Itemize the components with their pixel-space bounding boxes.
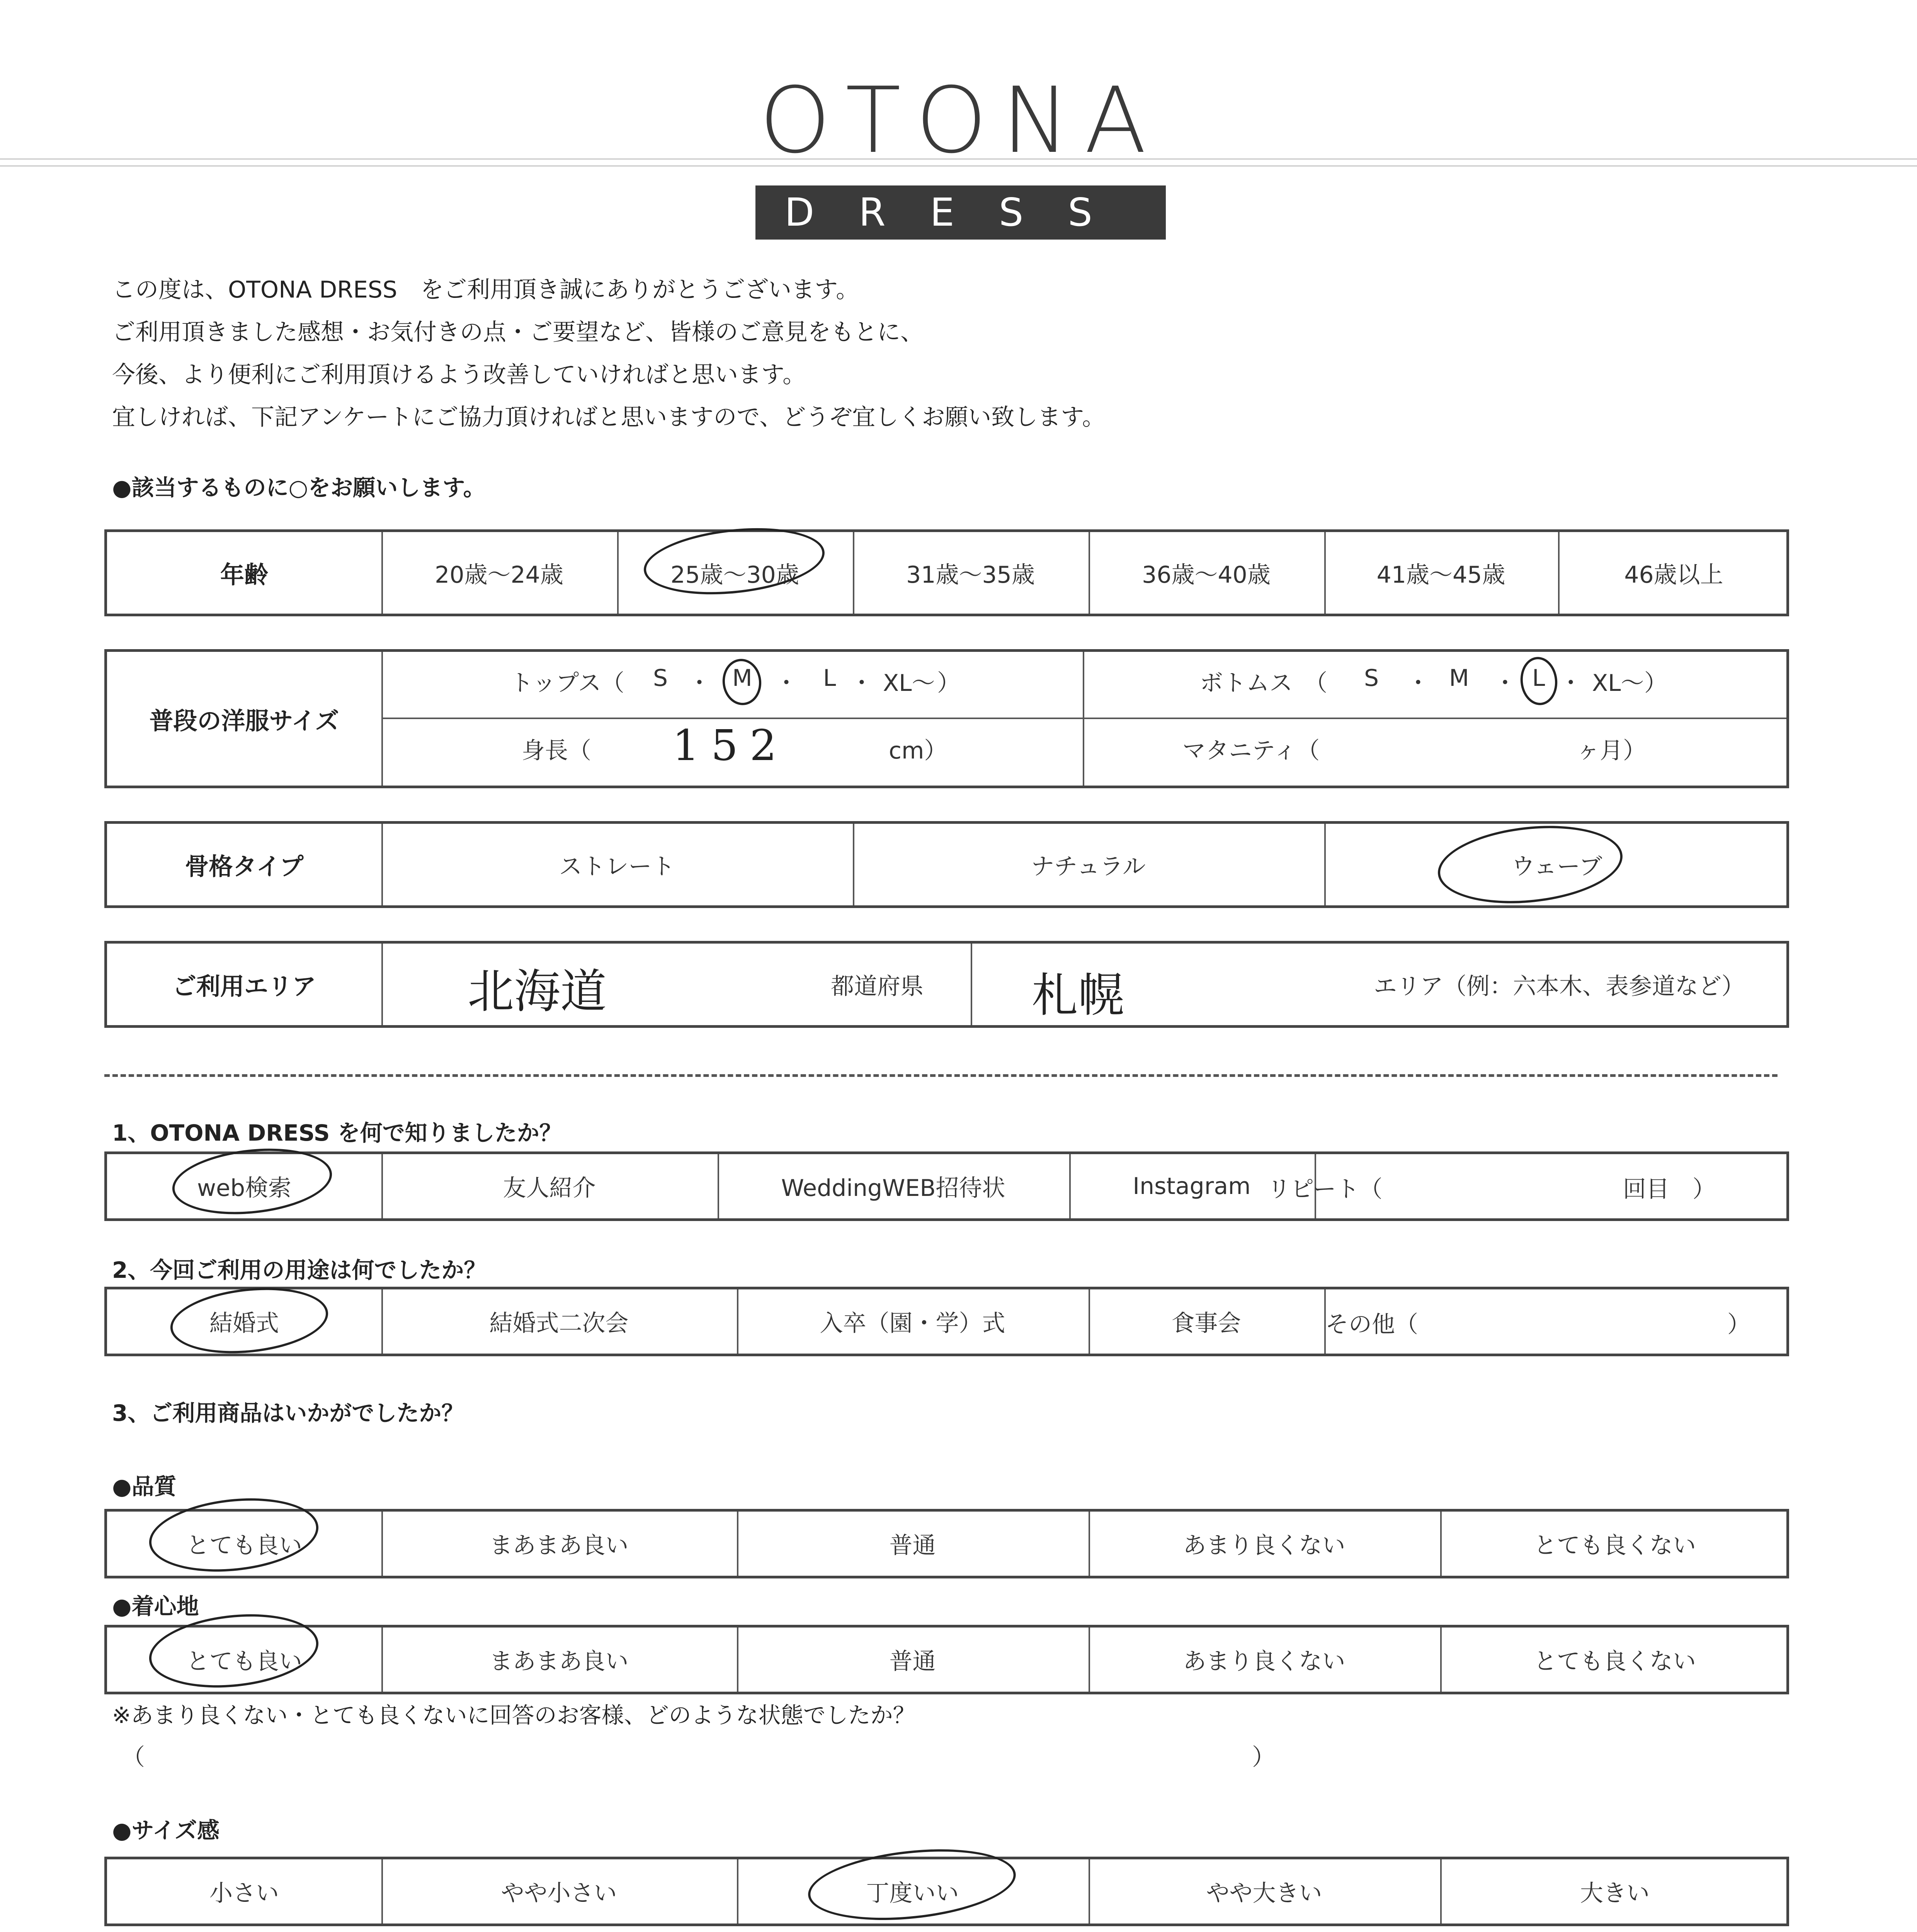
tops-option[interactable]: M [732, 665, 752, 692]
age-option[interactable]: 46歳以上 [1624, 561, 1723, 588]
intro-line: 今後、より便利にご利用頂けるよう改善していければと思います。 [112, 361, 806, 388]
quality-option[interactable]: とても良い [186, 1532, 302, 1559]
dot-separator: ・ [1493, 670, 1517, 697]
q3-title: 3、ご利用商品はいかがでしたか？ [112, 1400, 464, 1426]
fit-option[interactable]: 小さい [209, 1880, 279, 1907]
q1-option[interactable]: Instagram [1133, 1173, 1251, 1200]
q2-option[interactable]: 入卒（園・学）式 [820, 1310, 1005, 1337]
comfort-option[interactable]: 普通 [889, 1648, 936, 1675]
q1-option[interactable]: WeddingWEB招待状 [781, 1175, 1005, 1202]
length-label [112, 1928, 221, 1932]
close-paren: ） [937, 670, 960, 697]
city-suffix: エリア（例：六本木、表参道など） [1374, 973, 1745, 1000]
q2-option[interactable]: 食事会 [1171, 1310, 1241, 1337]
skeleton-option[interactable]: ストレート [559, 853, 675, 880]
comfort-label: ●着心地 [112, 1593, 199, 1619]
intro-line: ご利用頂きました感想・お気付きの点・ご要望など、皆様のご意見をもとに、 [112, 319, 924, 346]
size-label: 普段の洋服サイズ [149, 706, 339, 735]
age-option[interactable]: 36歳〜40歳 [1142, 561, 1271, 588]
comfort-option[interactable]: とても良くない [1534, 1648, 1696, 1675]
prefecture-value[interactable]: 北海道 [468, 965, 607, 1019]
skeleton-option[interactable]: ナチュラル [1031, 853, 1146, 880]
skeleton-label: 骨格タイプ [185, 852, 304, 881]
fit-option[interactable]: やや小さい [501, 1880, 617, 1907]
intro-line: 宜しければ、下記アンケートにご協力頂ければと思いますので、どうぞ宜しくお願い致します。 [112, 404, 1106, 431]
age-label: 年齢 [220, 561, 268, 589]
area-label: ご利用エリア [172, 972, 316, 1000]
age-option[interactable]: 25歳〜30歳 [670, 561, 799, 588]
tops-option[interactable]: L [823, 665, 836, 692]
bottoms-option[interactable]: XL〜 [1592, 670, 1644, 697]
q1-repeat-suffix: 回目 ） [1623, 1176, 1716, 1203]
q1-option[interactable]: web検索 [197, 1175, 292, 1202]
bottoms-option[interactable]: S [1364, 665, 1379, 692]
quality-label: ●品質 [112, 1473, 177, 1500]
comfort-option[interactable]: あまり良くない [1183, 1648, 1345, 1675]
quality-option[interactable]: あまり良くない [1183, 1532, 1345, 1559]
logo-title: OTONA [759, 68, 1162, 173]
dot-separator: ・ [1407, 670, 1430, 697]
comfort-option[interactable]: まあまあ良い [489, 1648, 629, 1675]
comfort-table [104, 1625, 1789, 1694]
height-label: 身長（ [522, 737, 591, 764]
height-unit: cm） [889, 737, 947, 764]
fit-option[interactable]: やや大きい [1206, 1880, 1322, 1907]
prefecture-suffix: 都道府県 [831, 973, 924, 1000]
q2-other-label[interactable]: その他（ [1325, 1311, 1418, 1338]
dot-separator: ・ [1559, 670, 1582, 697]
tops-option[interactable]: XL〜 [883, 670, 935, 697]
maternity-label: マタニティ（ [1182, 737, 1320, 764]
height-value[interactable]: 152 [672, 721, 788, 770]
quality-option[interactable]: 普通 [889, 1532, 936, 1559]
q2-title: 2、今回ご利用の用途は何でしたか？ [112, 1257, 486, 1283]
q1-title: 1、OTONA DRESS を何で知りましたか？ [112, 1120, 562, 1146]
age-option[interactable]: 41歳〜45歳 [1376, 561, 1505, 588]
q2-option[interactable]: 結婚式二次会 [489, 1310, 629, 1337]
dot-separator: ・ [850, 670, 873, 697]
quality-option[interactable]: とても良くない [1534, 1532, 1696, 1559]
paren-open: （ [122, 1744, 145, 1771]
dot-separator: ・ [688, 670, 711, 697]
tops-option[interactable]: S [653, 665, 668, 692]
q2-option[interactable]: 結婚式 [209, 1310, 279, 1337]
q1-table [104, 1151, 1789, 1221]
maternity-unit: ヶ月） [1577, 737, 1646, 764]
age-option[interactable]: 20歳〜24歳 [435, 561, 563, 588]
dot-separator: ・ [775, 670, 798, 697]
bottoms-option[interactable]: M [1449, 665, 1469, 692]
logo-subtitle: DRESS [755, 185, 1166, 240]
bottoms-option[interactable]: L [1532, 665, 1545, 692]
section-divider [104, 1074, 1778, 1077]
q1-repeat-label[interactable]: リピート（ [1267, 1176, 1383, 1203]
q2-other-close: ） [1727, 1311, 1750, 1338]
skeleton-option[interactable]: ウェーブ [1511, 853, 1602, 880]
fit-label: ●サイズ感 [112, 1817, 219, 1844]
close-paren: ） [1644, 670, 1667, 697]
q3-note: ※あまり良くない・とても良くないに回答のお客様、どのような状態でしたか？ [112, 1702, 915, 1728]
comfort-option[interactable]: とても良い [186, 1648, 302, 1675]
fit-option[interactable]: 丁度いい [866, 1880, 959, 1907]
age-option[interactable]: 31歳〜35歳 [906, 561, 1035, 588]
quality-table [104, 1509, 1789, 1578]
quality-option[interactable]: まあまあ良い [489, 1532, 629, 1559]
age-table [104, 529, 1789, 616]
fit-option[interactable]: 大きい [1580, 1880, 1650, 1907]
q2-table [104, 1287, 1789, 1356]
tops-label: トップス（ [510, 670, 624, 697]
bottoms-label: ボトムス （ [1200, 670, 1327, 697]
intro-line: この度は、OTONA DRESS をご利用頂き誠にありがとうございます。 [112, 276, 859, 303]
instruction: ●該当するものに○をお願いします。 [112, 474, 486, 501]
city-value[interactable]: 札幌 [1032, 969, 1124, 1022]
paren-close: ） [1252, 1744, 1275, 1771]
q1-option[interactable]: 友人紹介 [503, 1175, 596, 1202]
